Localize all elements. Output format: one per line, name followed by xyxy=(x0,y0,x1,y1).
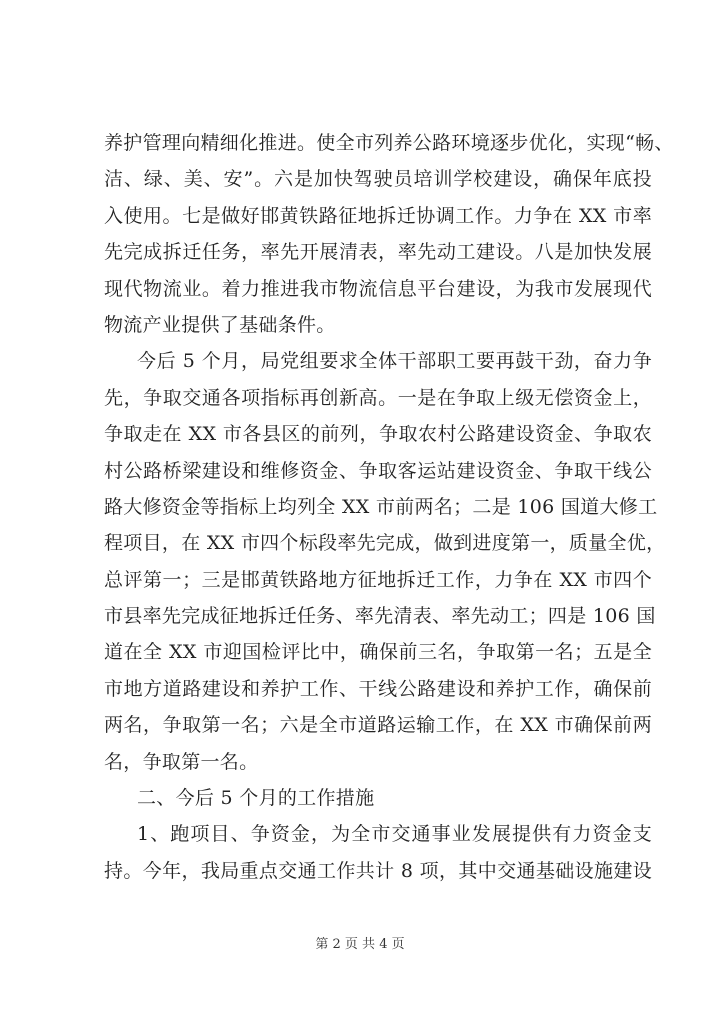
text-line: 市县率先完成征地拆迁任务、率先清表、率先动工；四是 106 国 xyxy=(104,605,656,628)
text-line: 程项目，在 XX 市四个标段率先完成，做到进度第一，质量全优， xyxy=(104,532,666,555)
section-heading: 二、今后 5 个月的工作措施 xyxy=(137,787,375,810)
text-line: 争取走在 XX 市各县区的前列，争取农村公路建设资金、争取农 xyxy=(104,423,652,446)
text-line: 1、跑项目、争资金，为全市交通事业发展提供有力资金支 xyxy=(137,823,652,846)
text-line: 先，争取交通各项指标再创新高。一是在争取上级无偿资金上， xyxy=(104,386,652,409)
text-line: 洁、绿、美、安”。六是加快驾驶员培训学校建设，确保年底投 xyxy=(104,168,652,191)
text-line: 持。今年，我局重点交通工作共计 8 项，其中交通基础设施建设 xyxy=(104,859,652,882)
text-line: 道在全 XX 市迎国检评比中，确保前三名，争取第一名；五是全 xyxy=(104,641,652,664)
text-line: 入使用。七是做好邯黄铁路征地拆迁协调工作。力争在 XX 市率 xyxy=(104,204,652,227)
page-number-footer: 第 2 页 共 4 页 xyxy=(315,937,405,952)
text-line: 先完成拆迁任务，率先开展清表，率先动工建设。八是加快发展 xyxy=(104,241,652,264)
text-line: 两名，争取第一名；六是全市道路运输工作，在 XX 市确保前两 xyxy=(104,714,652,737)
text-line: 现代物流业。着力推进我市物流信息平台建设，为我市发展现代 xyxy=(104,277,652,300)
text-line: 物流产业提供了基础条件。 xyxy=(104,313,336,336)
text-line: 路大修资金等指标上均列全 XX 市前两名；二是 106 国道大修工 xyxy=(104,495,658,518)
text-line: 今后 5 个月，局党组要求全体干部职工要再鼓干劲，奋力争 xyxy=(137,350,652,373)
text-line: 养护管理向精细化推进。使全市列养公路环境逐步优化，实现“畅、 xyxy=(104,132,674,154)
text-line: 市地方道路建设和养护工作、干线公路建设和养护工作，确保前 xyxy=(104,677,652,700)
text-line: 名，争取第一名。 xyxy=(104,750,259,773)
document-body xyxy=(104,125,674,889)
text-line: 村公路桥梁建设和维修资金、争取客运站建设资金、争取干线公 xyxy=(104,459,652,482)
text-line: 总评第一；三是邯黄铁路地方征地拆迁工作，力争在 XX 市四个 xyxy=(104,568,652,591)
